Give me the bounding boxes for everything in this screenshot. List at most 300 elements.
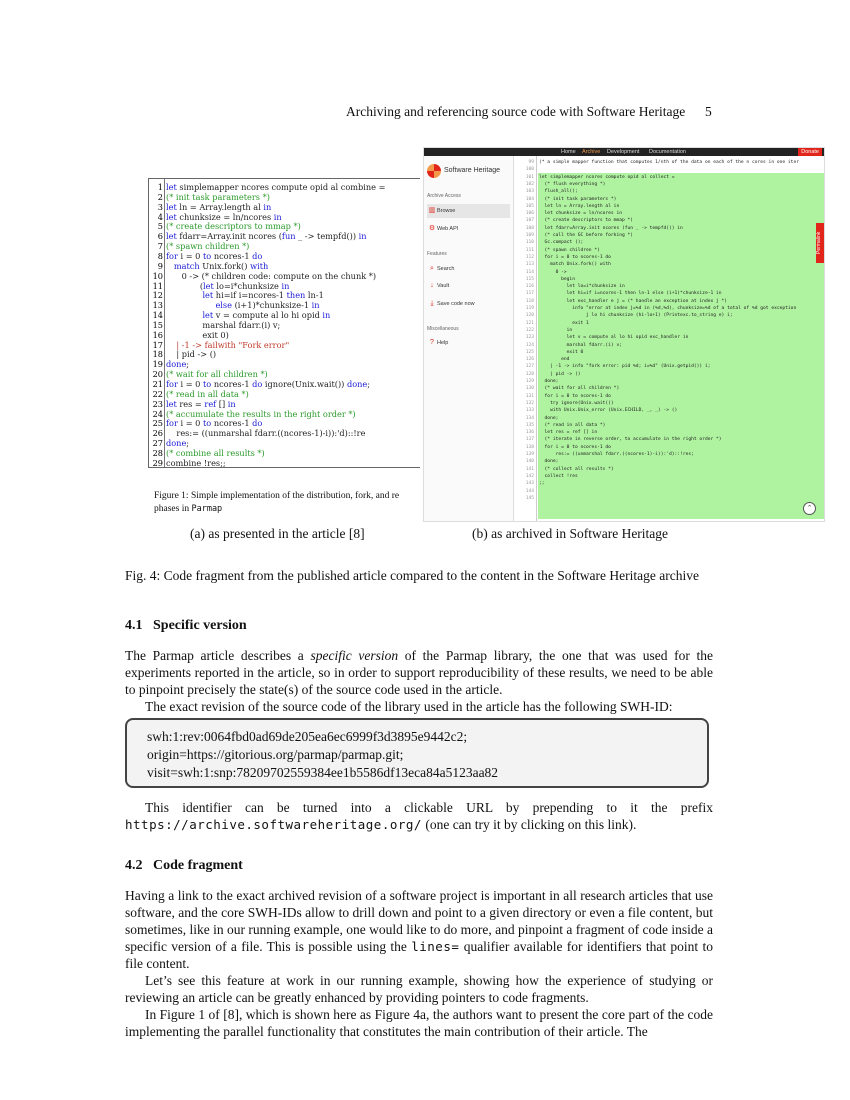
code-line-number: 23 xyxy=(152,398,163,409)
sidebar-item-search[interactable] xyxy=(427,262,510,276)
code-token: in xyxy=(263,201,272,212)
figure-caption: Fig. 4: Code fragment from the published article compared to the content in the Software Heritage archive xyxy=(125,568,699,583)
page-number: 5 xyxy=(705,104,712,119)
scroll-up-icon[interactable]: ⌃ xyxy=(803,502,816,515)
code-token: in xyxy=(358,231,367,242)
archived-code-row[interactable] xyxy=(514,276,824,283)
archived-code-text: exit 1 xyxy=(539,320,589,326)
code-token: ncores-1 xyxy=(211,418,253,429)
archived-code-row[interactable] xyxy=(514,210,824,217)
sidebar-item-web-api-label: Web API xyxy=(437,226,459,232)
subcaption-b: (b) as archived in Software Heritage xyxy=(472,526,669,541)
code-line-number: 12 xyxy=(152,290,163,301)
code-line-number: 26 xyxy=(152,428,163,439)
code-line-number: 29 xyxy=(152,457,163,468)
swhid-line-3: visit=swh:1:snp:78209702559384ee1b5586df13eca84a5123aa82 xyxy=(147,765,499,780)
archived-code-text: let chunksize = ln/ncores in xyxy=(539,211,622,217)
code-line xyxy=(166,458,226,468)
code-line-number: 5 xyxy=(157,221,163,232)
archived-code-row[interactable] xyxy=(514,320,824,327)
code-line-number: 14 xyxy=(152,310,163,321)
archived-code-row[interactable] xyxy=(514,166,824,173)
code-line-number: 19 xyxy=(152,359,163,370)
archived-code-row[interactable] xyxy=(514,159,824,166)
code-token: fun xyxy=(281,231,296,242)
code-token xyxy=(166,290,202,300)
gear-icon: ⚙ xyxy=(428,225,436,232)
archived-code-row[interactable] xyxy=(514,407,824,414)
code-token: ; xyxy=(186,359,190,370)
code-line-number: 16 xyxy=(152,329,163,340)
running-header-title: Archiving and referencing source code with Software Heritage xyxy=(346,104,686,119)
download-arrow-icon: ↓ xyxy=(430,282,434,289)
code-line-number: 2 xyxy=(157,191,163,202)
archived-line-number[interactable]: 133 xyxy=(525,408,534,414)
archived-code-text: end xyxy=(539,357,570,363)
archived-code-text: let hi=if i=ncores-1 then ln-1 else (i+1)*chunksize-1 in xyxy=(539,291,722,297)
archived-code-text: (* read in all data *) xyxy=(539,422,606,428)
archived-code-row[interactable] xyxy=(514,356,824,363)
archived-code-row[interactable] xyxy=(514,480,824,487)
code-token: lo=i*chunksize xyxy=(213,280,282,291)
archived-code-text: 0 -> xyxy=(539,269,567,275)
archived-code-row[interactable] xyxy=(514,473,824,480)
archived-code-text: (* iterate in reverse order, to accumulate in the right order *) xyxy=(539,437,722,443)
archived-line-number[interactable]: 125 xyxy=(525,349,534,355)
s41-p2: The exact revision of the source code of the library used in the article has the following SWH-ID: xyxy=(145,699,673,714)
sidebar-item-web-api[interactable] xyxy=(427,222,510,236)
code-line-number: 18 xyxy=(152,349,163,360)
archived-line-number[interactable]: 134 xyxy=(525,415,534,421)
code-token: else xyxy=(215,300,232,311)
figure-a-panel xyxy=(148,174,420,519)
code-token: in xyxy=(322,310,331,321)
code-line-number: 10 xyxy=(152,270,163,281)
archived-code-text: (* flush everything *) xyxy=(539,181,606,187)
code-token: ln = Array.length al xyxy=(176,201,264,212)
archived-code-text: info "error at index j=%d in (%d,%d), chunksize=%d of a total of %d got exception xyxy=(539,306,797,311)
archived-code-text: let exc_handler e j = (* handle an exception at index j *) xyxy=(539,298,728,304)
browse-icon: ▥ xyxy=(428,207,436,214)
figure-a-code-listing xyxy=(148,178,420,468)
code-line xyxy=(166,261,268,271)
archived-line-number[interactable]: 145 xyxy=(525,495,534,501)
code-token: ncores-1 xyxy=(211,250,253,261)
line-number-gutter xyxy=(164,179,165,467)
nav-documentation[interactable]: Documentation xyxy=(649,149,686,155)
archived-code-row[interactable] xyxy=(514,385,824,392)
code-line xyxy=(166,340,289,350)
sidebar-item-browse-label: Browse xyxy=(437,208,456,214)
subcaption-a: (a) as presented in the article [8] xyxy=(190,526,365,541)
archived-code-row[interactable] xyxy=(514,429,824,436)
archived-line-number[interactable]: 110 xyxy=(525,240,534,246)
code-line xyxy=(166,231,367,241)
archived-code-text: | pid -> () xyxy=(539,371,581,377)
swh-sidebar xyxy=(424,156,514,521)
sidebar-item-vault[interactable] xyxy=(427,279,510,293)
code-token: done xyxy=(346,379,368,389)
code-token: i = 0 xyxy=(177,379,203,389)
code-line xyxy=(166,271,376,281)
sidebar-item-search-label: Search xyxy=(437,266,455,272)
code-token: res = xyxy=(176,398,205,409)
archived-code-text: let lo=i*chunksize in xyxy=(539,284,625,290)
archived-line-number[interactable]: 143 xyxy=(525,481,534,487)
archived-line-number[interactable]: 108 xyxy=(525,225,534,231)
code-token: ncores-1 xyxy=(211,379,253,389)
code-line-number: 22 xyxy=(152,388,163,399)
code-line xyxy=(166,320,280,330)
code-line-number: 1 xyxy=(157,182,163,192)
section-archive-access: Archive Access xyxy=(427,193,461,199)
archived-line-number[interactable]: 139 xyxy=(525,452,534,457)
archived-code-row[interactable] xyxy=(514,232,824,239)
archived-line-number[interactable]: 128 xyxy=(525,371,534,377)
code-line-number: 15 xyxy=(152,319,163,330)
s42-p1-a: Having a link to the exact archived revision of a software project is important in all research articles that use software, and the core SWH-IDs allow to drill down and point to a given directory or even a file content, but sometimes, like in our running example, one would like to do more, and pinpoint a fragment of code inside a specific version of a file. This is possible using the xyxy=(125,888,713,954)
code-line: (* init task parameters *) xyxy=(166,191,270,202)
archived-code-row[interactable] xyxy=(514,378,824,385)
code-token: let xyxy=(202,310,214,321)
swhid-box xyxy=(125,718,709,788)
code-line xyxy=(166,182,385,192)
code-line xyxy=(166,202,271,212)
code-token: Unix.fork() xyxy=(199,260,251,271)
code-line xyxy=(166,281,289,291)
archived-code-row[interactable] xyxy=(514,225,824,232)
code-line-number: 7 xyxy=(157,241,163,252)
archived-code-row[interactable] xyxy=(514,269,824,276)
section-miscellaneous: Miscellaneous xyxy=(427,326,459,332)
archived-code-row[interactable] xyxy=(514,400,824,407)
archived-code-row[interactable] xyxy=(514,239,824,246)
archived-line-number[interactable]: 138 xyxy=(525,444,534,450)
code-token: v = compute al lo hi opid xyxy=(213,310,323,321)
archived-code-text: with Unix.Unix_error (Unix.ECHILD, _, _) -> () xyxy=(539,408,678,414)
archived-line-number[interactable]: 126 xyxy=(525,357,534,363)
code-token: _ -> tempfd()) xyxy=(295,231,359,242)
inner-caption-parmap: Parmap xyxy=(191,504,223,514)
archived-code-row[interactable] xyxy=(514,181,824,188)
archived-code-row[interactable] xyxy=(514,247,824,254)
code-token: combine !res;; xyxy=(166,457,226,468)
archived-code-text: (* a simple mapper function that computes 1/nth of the data on each of the n cores in one iter xyxy=(539,160,799,165)
archived-code-text: (* call the GC before forking *) xyxy=(539,233,634,238)
code-line: (* combine all results *) xyxy=(166,447,265,458)
archived-line-number[interactable]: 135 xyxy=(525,422,534,428)
sidebar-item-browse[interactable] xyxy=(427,204,510,218)
archived-line-number[interactable]: 136 xyxy=(525,430,534,436)
section-4-1-text xyxy=(125,647,713,715)
archived-line-number[interactable]: 112 xyxy=(525,254,534,260)
archived-code-text: (* create descriptors to mmap *) xyxy=(539,218,634,224)
donate-button[interactable]: Donate xyxy=(798,148,822,156)
archived-code-text: try ignore(Unix.wait()) xyxy=(539,400,614,406)
archived-line-number[interactable]: 127 xyxy=(525,364,534,370)
code-line: (* create descriptors to mmap *) xyxy=(166,221,301,232)
code-line-number: 9 xyxy=(157,260,163,271)
code-line xyxy=(166,310,330,320)
code-token: | pid -> () xyxy=(166,349,217,360)
archived-line-number[interactable]: 129 xyxy=(525,379,534,384)
swhid-line-2: origin=https://gitorious.org/parmap/parmap.git; xyxy=(147,747,404,762)
archived-line-number[interactable]: 104 xyxy=(525,196,534,202)
nav-home[interactable]: Home xyxy=(561,149,576,155)
archived-code-row[interactable] xyxy=(514,174,824,181)
archived-code-text: marshal fdarr.(i) v; xyxy=(539,342,622,348)
code-token xyxy=(166,300,215,310)
code-token: fdarr=Array.init ncores ( xyxy=(176,231,282,242)
archived-code-row[interactable] xyxy=(514,290,824,297)
archived-code-row[interactable] xyxy=(514,436,824,443)
code-line xyxy=(166,251,262,261)
code-token: let xyxy=(166,211,177,222)
archived-line-number[interactable]: 119 xyxy=(525,306,534,311)
archived-code-row[interactable] xyxy=(514,217,824,224)
code-token: to xyxy=(202,418,212,429)
code-token: then xyxy=(286,290,306,301)
archived-line-number[interactable]: 131 xyxy=(525,393,534,399)
archived-code-row[interactable] xyxy=(514,466,824,473)
archived-code-text: match Unix.fork() with xyxy=(539,262,611,268)
swh-logo-icon xyxy=(427,164,441,178)
figure-a-inner-caption xyxy=(154,490,420,516)
archived-code-row[interactable] xyxy=(514,393,824,400)
inner-caption-line2-prefix: phases in xyxy=(154,504,192,514)
code-token: do xyxy=(252,379,263,389)
archived-line-number[interactable]: 144 xyxy=(525,488,534,494)
code-token: let xyxy=(203,280,214,291)
code-token: | -1 -> failwith "Fork error" xyxy=(166,339,290,350)
archived-line-number[interactable]: 106 xyxy=(525,211,534,217)
archived-code-row[interactable] xyxy=(514,203,824,210)
code-line xyxy=(166,300,320,310)
archived-code-text: collect !res xyxy=(539,473,578,479)
archived-line-number[interactable]: 137 xyxy=(525,437,534,443)
archived-code-text: | -1 -> info "fork error: pid %d; i=%d" (Unix.getpid()) i; xyxy=(539,364,711,370)
archived-line-number[interactable]: 100 xyxy=(525,167,534,173)
archived-line-number[interactable]: 105 xyxy=(525,203,534,209)
archived-code-row[interactable] xyxy=(514,283,824,290)
archived-code-row[interactable] xyxy=(514,342,824,349)
code-line xyxy=(166,330,229,340)
code-token: ln-1 xyxy=(305,290,324,301)
archived-line-number[interactable]: 107 xyxy=(525,218,534,224)
code-token: let xyxy=(202,290,214,301)
sidebar-item-vault-label: Vault xyxy=(437,283,450,289)
archived-line-number[interactable]: 99 xyxy=(528,160,534,165)
code-token: chunksize = ln/ncores xyxy=(176,211,274,222)
archived-code-text: Gc.compact (); xyxy=(539,240,584,246)
archived-code-row[interactable] xyxy=(514,261,824,268)
code-token: for xyxy=(166,379,178,389)
code-token: ignore(Unix.wait()) xyxy=(262,379,347,389)
code-line-number: 24 xyxy=(152,408,163,419)
archived-line-number[interactable]: 130 xyxy=(525,386,534,392)
archived-code-row[interactable] xyxy=(514,349,824,356)
archived-line-number[interactable]: 114 xyxy=(525,269,534,275)
archived-code-row[interactable] xyxy=(514,488,824,495)
archived-line-number[interactable]: 111 xyxy=(525,247,534,253)
s41-p1-em: specific version xyxy=(310,648,399,663)
archived-code-row[interactable] xyxy=(514,312,824,319)
swh-brand: Software Heritage xyxy=(444,167,501,174)
archived-code-row[interactable] xyxy=(514,371,824,378)
code-line-number: 13 xyxy=(152,300,163,311)
archived-code-row[interactable] xyxy=(514,305,824,312)
nav-development[interactable]: Development xyxy=(607,149,640,155)
archived-code-text: let res = ref [] in xyxy=(539,430,598,436)
archived-code-row[interactable] xyxy=(514,334,824,341)
code-token: with xyxy=(250,260,269,271)
code-token: [] xyxy=(216,398,228,409)
archived-line-number[interactable]: 141 xyxy=(525,466,534,472)
archived-code-row[interactable] xyxy=(514,254,824,261)
code-line xyxy=(166,290,324,300)
archived-code-text: (* init task parameters *) xyxy=(539,196,617,202)
archived-line-number[interactable]: 113 xyxy=(525,262,534,268)
permalink-tab[interactable]: Permalink xyxy=(816,223,824,263)
code-token: done xyxy=(166,359,187,370)
archived-code-text: (* spawn children *) xyxy=(539,247,600,253)
sidebar-item-save-label: Save code now xyxy=(437,301,475,307)
archived-code-row[interactable] xyxy=(514,458,824,465)
archived-line-number[interactable]: 121 xyxy=(525,320,534,326)
code-token: exit 0) xyxy=(166,329,229,340)
save-icon: ⤓ xyxy=(430,300,434,307)
code-token: let xyxy=(166,182,177,192)
figure-b-panel xyxy=(423,147,825,522)
code-line xyxy=(166,349,216,359)
code-line xyxy=(166,438,189,448)
archived-code-text: let v = compute al lo hi opid exc_handler in xyxy=(539,335,689,341)
code-token: ; xyxy=(186,438,190,449)
archived-line-number[interactable]: 101 xyxy=(525,174,534,180)
section-4-2-text xyxy=(125,887,713,1040)
code-line-number: 3 xyxy=(157,201,163,212)
archived-code-text: done; xyxy=(539,379,559,384)
archived-line-number[interactable]: 123 xyxy=(525,335,534,341)
code-token: for xyxy=(166,250,178,261)
archived-code-row[interactable] xyxy=(514,451,824,458)
archived-code-row[interactable] xyxy=(514,415,824,422)
archived-code-text: for i = 0 to ncores-1 do xyxy=(539,393,611,399)
archive-prefix-link[interactable]: https://archive.softwareheritage.org/ xyxy=(125,817,422,832)
code-token: for xyxy=(166,418,178,429)
code-line-number: 20 xyxy=(152,369,163,380)
archived-line-number[interactable]: 115 xyxy=(525,276,534,282)
archived-code-row[interactable] xyxy=(514,327,824,334)
code-line: (* wait for all children *) xyxy=(166,369,268,380)
code-token: res:= ((unmarshal fdarr.((ncores-1)-i)):'d)::!re xyxy=(166,428,366,439)
code-token: in xyxy=(311,300,320,311)
archived-code-text: let ln = Array.length al in xyxy=(539,203,620,209)
archived-code-row[interactable] xyxy=(514,188,824,195)
swhid-line-1: swh:1:rev:0064fbd0ad69de205ea6ec6999f3d3895e9442c2; xyxy=(147,729,468,744)
code-line xyxy=(166,212,282,222)
sidebar-item-help-label: Help xyxy=(437,340,449,346)
code-token: i = 0 xyxy=(177,250,203,261)
archived-line-number[interactable]: 116 xyxy=(525,284,534,290)
section-4-1-text-after xyxy=(125,799,713,833)
nav-archive[interactable]: Archive xyxy=(582,149,601,155)
archived-line-number[interactable]: 124 xyxy=(525,342,534,348)
code-line-number: 4 xyxy=(157,211,163,222)
archived-line-number[interactable]: 142 xyxy=(525,473,534,479)
code-token: to xyxy=(202,250,212,261)
code-token: in xyxy=(281,280,290,291)
code-line: (* spawn children *) xyxy=(166,241,250,252)
code-token: let xyxy=(166,201,177,212)
code-line xyxy=(166,418,262,428)
code-token: do xyxy=(252,418,263,429)
archived-code-text: exit 0 xyxy=(539,349,584,355)
code-token: marshal fdarr.(i) v; xyxy=(166,319,281,330)
code-token: ( xyxy=(166,280,204,291)
code-line xyxy=(166,399,236,409)
archived-line-number[interactable]: 102 xyxy=(525,181,534,187)
archived-code-row[interactable] xyxy=(514,444,824,451)
archived-code-text: let fdarr=Array.init ncores (fun _ -> tempfd()) in xyxy=(539,225,683,231)
code-token: hi=if i=ncores-1 xyxy=(213,290,287,301)
code-line xyxy=(166,359,189,369)
s42-p3: In Figure 1 of [8], which is shown here as Figure 4a, the authors want to present the core part of the code implementing the parallel functionality that constitutes the main contribution of their article. The xyxy=(125,1007,713,1039)
archived-code-text: for i = 0 to ncores-1 do xyxy=(539,254,611,260)
sidebar-item-save-code-now[interactable] xyxy=(427,297,510,311)
archived-line-number[interactable]: 122 xyxy=(525,327,534,333)
archived-line-number[interactable]: 120 xyxy=(525,313,534,319)
code-token: (i+1)*chunksize-1 xyxy=(231,300,312,311)
code-token: ; xyxy=(367,379,371,389)
archived-line-number[interactable]: 140 xyxy=(525,459,534,465)
search-icon: ⌕ xyxy=(430,265,434,272)
code-token: done xyxy=(166,438,187,449)
archived-code-text: done; xyxy=(539,415,559,421)
archived-code-row[interactable] xyxy=(514,363,824,370)
archived-code-text: let simplemapper ncores compute opid al collect = xyxy=(539,174,675,180)
s41-p3-b: (one can try it by clicking on this link). xyxy=(421,817,637,832)
inner-caption-line1: Figure 1: Simple implementation of the distribution, fork, and re xyxy=(154,491,400,501)
archived-line-number[interactable]: 103 xyxy=(525,189,534,195)
code-token: to xyxy=(202,379,212,389)
archived-code-row[interactable] xyxy=(514,196,824,203)
code-line: (* accumulate the results in the right order *) xyxy=(166,408,356,419)
code-token: in xyxy=(227,398,236,409)
code-token xyxy=(166,261,174,271)
code-line-number: 6 xyxy=(157,231,163,242)
archived-code-row[interactable] xyxy=(514,298,824,305)
code-line xyxy=(166,379,370,389)
archived-code-row[interactable] xyxy=(514,495,824,502)
archived-code-text: done; xyxy=(539,459,559,465)
code-token: i = 0 xyxy=(177,418,203,429)
code-line-number: 25 xyxy=(152,418,163,429)
archived-code-text: flush_all(); xyxy=(539,189,578,195)
archived-code-row[interactable] xyxy=(514,422,824,429)
archived-line-number[interactable]: 117 xyxy=(525,291,534,297)
code-line-number: 27 xyxy=(152,438,163,449)
archived-code-text: (* wait for all children *) xyxy=(539,386,620,392)
code-line-number: 8 xyxy=(157,250,163,261)
archived-line-number[interactable]: 118 xyxy=(525,298,534,304)
lines-qualifier: lines= xyxy=(411,939,460,954)
s42-p2: Let’s see this feature at work in our running example, showing how the experience of studying or reviewing an article can be greatly enhanced by providing pointers to code fragments. xyxy=(125,973,713,1005)
archived-line-number[interactable]: 132 xyxy=(525,400,534,406)
code-token: in xyxy=(273,211,282,222)
archived-line-number[interactable]: 109 xyxy=(525,233,534,238)
sidebar-item-help[interactable] xyxy=(427,336,510,350)
